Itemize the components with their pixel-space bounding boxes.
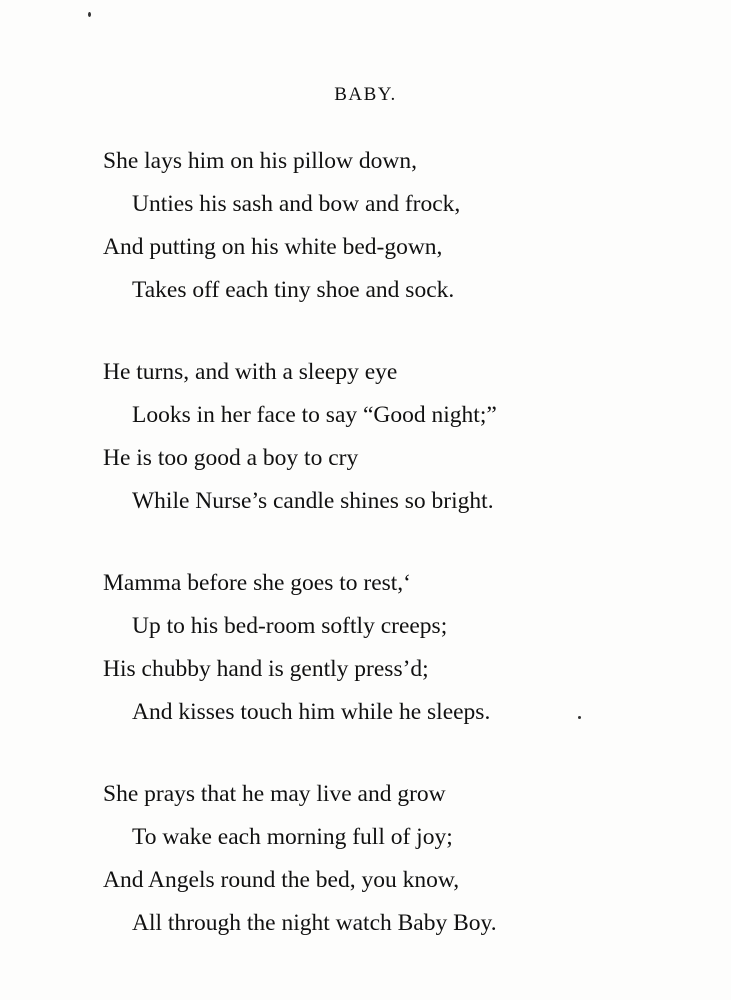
verse-line: All through the night watch Baby Boy.	[132, 910, 497, 936]
verse-line: Mamma before she goes to rest,‘	[103, 570, 412, 596]
verse-line: He is too good a boy to cry	[103, 445, 359, 471]
verse-line: And kisses touch him while he sleeps.	[132, 699, 491, 725]
verse-line: Unties his sash and bow and frock,	[132, 191, 461, 217]
poem-title: BABY.	[334, 84, 397, 105]
verse-line: While Nurse’s candle shines so bright.	[132, 488, 494, 514]
stanza-3	[103, 562, 703, 734]
ink-speck	[88, 12, 91, 17]
poem-body	[103, 140, 703, 984]
verse-line: He turns, and with a sleepy eye	[103, 359, 398, 385]
stanza-2	[103, 351, 703, 523]
verse-line: His chubby hand is gently press’d;	[103, 656, 429, 682]
verse-line: Looks in her face to say “Good night;”	[132, 402, 497, 428]
verse-line: And putting on his white bed-gown,	[103, 234, 443, 260]
verse-line: She lays him on his pillow down,	[103, 148, 417, 174]
verse-line: To wake each morning full of joy;	[132, 824, 453, 850]
verse-line: Takes off each tiny shoe and sock.	[132, 277, 455, 303]
verse-line: She prays that he may live and grow	[103, 781, 446, 807]
verse-line: Up to his bed-room softly creeps;	[132, 613, 448, 639]
verse-line: And Angels round the bed, you know,	[103, 867, 460, 893]
stanza-4	[103, 773, 703, 945]
stanza-1	[103, 140, 703, 312]
